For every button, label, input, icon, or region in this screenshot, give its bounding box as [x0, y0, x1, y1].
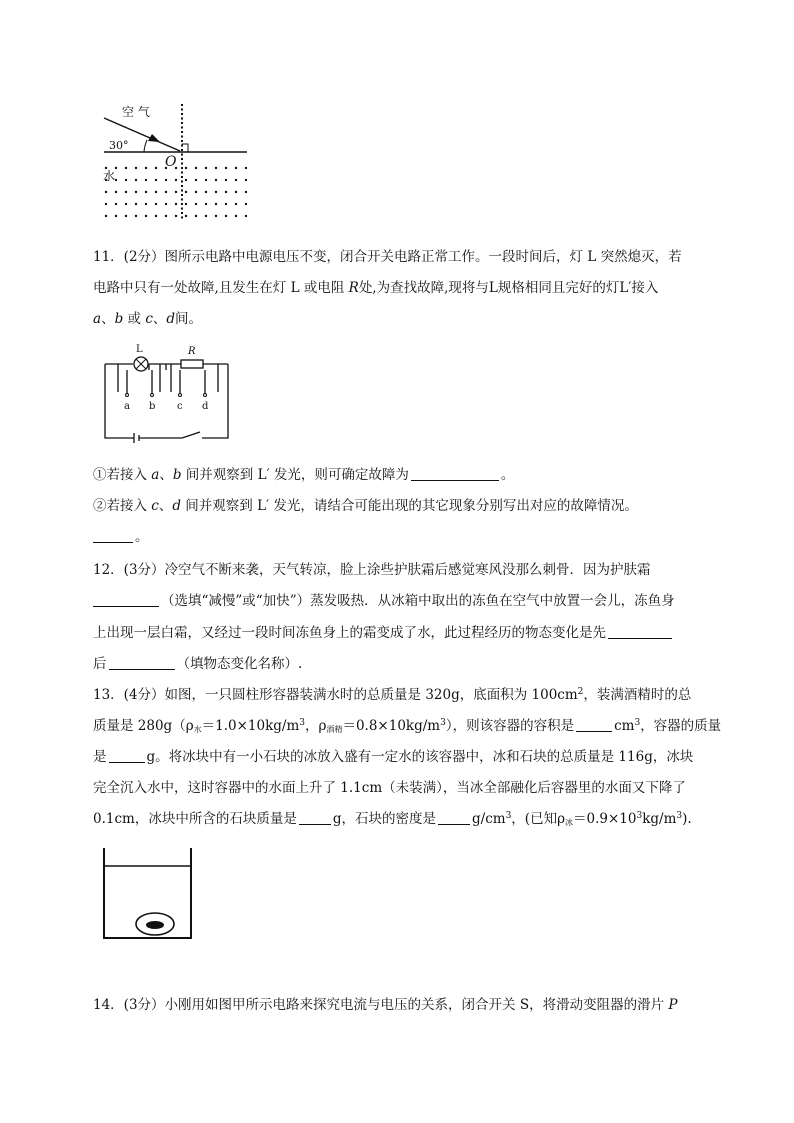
- answer-blank[interactable]: [109, 656, 175, 670]
- circuit-diagram: [100, 340, 235, 446]
- q12-line4: 后 （填物态变化名称）.: [93, 656, 303, 672]
- q11-line1: 11．(2分）图所示电路中电源电压不变，闭合开关电路正常工作。一段时间后，灯 L 突然熄灭，若: [93, 249, 682, 265]
- q13-line1: 13．(4分）如图，一只圆柱形容器装满水时的总质量是 320g，底面积为 $100cm^2$，装满酒精时的总: [93, 687, 692, 703]
- answer-blank[interactable]: [93, 593, 159, 607]
- answer-blank[interactable]: [411, 467, 499, 481]
- q13-line3: 是 g。将冰块中有一小石块的冰放入盛有一定水的该容器中，冰和石块的总质量是 116g，冰块: [93, 749, 694, 765]
- q11-line2: 电路中只有一处故障,且发生在灯 L 或电阻 R处,为查找故障,现将与L规格相同且完好的灯L′接入: [93, 280, 659, 296]
- q12-line2: （选填“减慢”或“加快”）蒸发吸热．从冰箱中取出的冻鱼在空气中放置一会儿，冻鱼身: [93, 592, 705, 610]
- answer-blank[interactable]: [438, 811, 470, 825]
- answer-blank[interactable]: [93, 529, 133, 543]
- resistor-label: R: [188, 346, 196, 357]
- air-label: 空 气: [122, 105, 150, 119]
- water-label: 水: [103, 169, 116, 183]
- q11-sub1: ①若接入 a、b 间并观察到 L′ 发光，则可确定故障为 。: [93, 467, 515, 483]
- terminal-a-label: a: [124, 401, 130, 412]
- answer-blank[interactable]: [109, 749, 145, 763]
- q13-line4: 完全沉入水中，这时容器中的水面上升了 1.1cm（未装满），当冰全部融化后容器里的水面又下降了: [93, 780, 686, 796]
- q12-line3: 上出现一层白霜，又经过一段时间冻鱼身上的霜变成了水，此过程经历的物态变化是先: [93, 624, 705, 642]
- answer-blank[interactable]: [299, 811, 331, 825]
- q13-line5: 0.1cm，冰块中所含的石块质量是 g，石块的密度是 $g/cm^3$，(已知$\rho_冰=0.9\times 10^3kg/m^3$).: [93, 811, 692, 827]
- container-diagram: [100, 846, 195, 942]
- terminal-c-label: c: [177, 401, 183, 412]
- q14-line1: 14．(3分）小刚用如图甲所示电路来探究电流与电压的关系，闭合开关 S，将滑动变阻器的滑片 P: [93, 997, 678, 1013]
- terminal-d-label: d: [202, 401, 209, 412]
- q12-line1: 12．(3分）冷空气不断来袭，天气转凉，脸上涂些护肤霜后感觉寒风没那么刺骨．因为护肤霜: [93, 562, 651, 578]
- q13-line2: 质量是 $280g(\rho_水=1.0\times 10kg/m^3$，$\rho_{酒精}=0.8\times 10kg/m^3$），则该容器的容积是 $cm^3$，容器的质量: [93, 718, 722, 734]
- angle-label: 30°: [109, 139, 129, 152]
- refraction-diagram: [100, 100, 250, 222]
- terminal-b-label: b: [149, 401, 156, 412]
- q11-line3: a、b 或 c、d间。: [93, 311, 203, 327]
- q11-sub2-answer: 。: [93, 528, 705, 546]
- answer-blank[interactable]: [608, 625, 672, 639]
- answer-blank[interactable]: [576, 718, 612, 732]
- stone-shape: [146, 921, 164, 929]
- q11-sub2: ②若接入 c、d 间并观察到 L′ 发光，请结合可能出现的其它现象分别写出对应的故障情况。: [93, 498, 638, 514]
- point-label: O: [165, 154, 177, 170]
- lamp-label: L: [136, 344, 143, 355]
